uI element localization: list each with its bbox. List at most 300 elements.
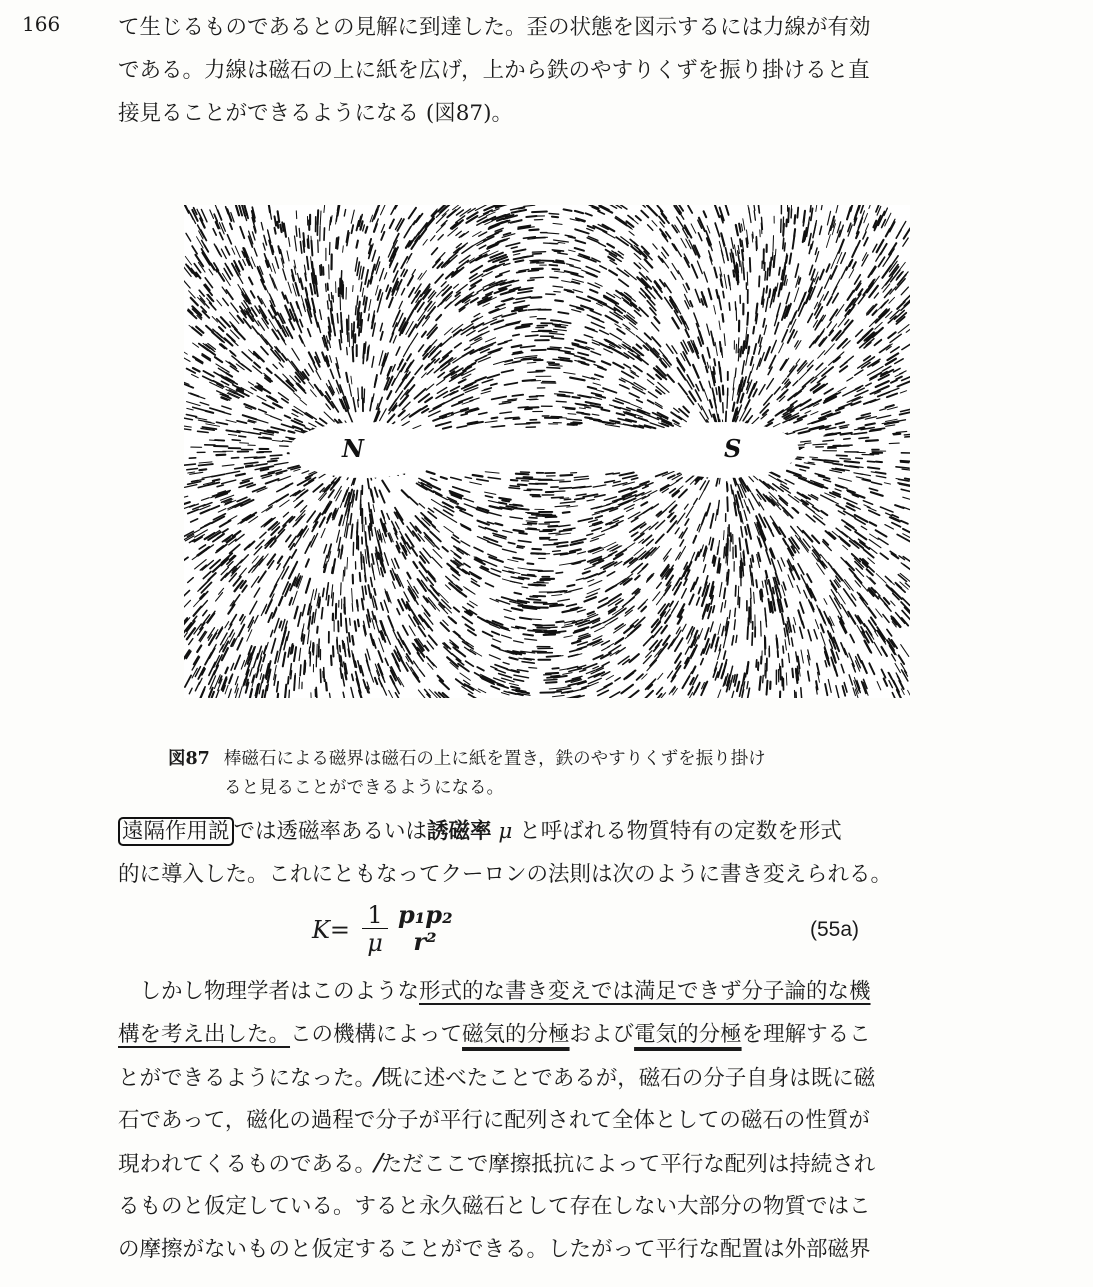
iron-filing: [401, 257, 407, 268]
iron-filing: [574, 476, 588, 477]
iron-filing: [185, 485, 197, 488]
text-line: 接見ることができるようになる (図87)。: [118, 101, 513, 126]
iron-filing: [300, 400, 307, 405]
caption-text: 棒磁石による磁界は磁石の上に紙を置き，鉄のやすりくずを振り掛け: [223, 749, 766, 769]
iron-filing: [218, 210, 222, 220]
iron-filing: [359, 266, 361, 279]
iron-filing: [563, 673, 572, 675]
iron-filing: [372, 394, 374, 402]
iron-filing: [724, 334, 725, 346]
iron-filing: [402, 289, 405, 295]
iron-filing: [668, 375, 674, 382]
iron-filing: [517, 478, 532, 479]
iron-filing: [841, 253, 846, 264]
iron-filing: [380, 323, 382, 331]
iron-filing: [544, 634, 555, 635]
iron-filing: [587, 273, 597, 277]
iron-filing: [573, 290, 582, 293]
iron-filing: [895, 505, 904, 508]
iron-filing: [324, 228, 325, 240]
iron-filing: [869, 548, 877, 554]
iron-filing: [184, 600, 191, 608]
iron-filing: [514, 679, 524, 681]
iron-filing: [724, 274, 726, 288]
iron-filing: [436, 315, 441, 320]
iron-filing: [595, 375, 603, 378]
iron-filing: [461, 232, 468, 237]
iron-filing: [824, 389, 833, 394]
iron-filing: [610, 333, 622, 340]
iron-filing: [382, 481, 389, 492]
iron-filing: [556, 621, 563, 622]
iron-filing: [489, 506, 499, 508]
iron-filing: [288, 677, 289, 684]
text-span: ただここで摩擦抵抗によって平行な配列は持続され: [380, 1152, 876, 1177]
iron-filing: [600, 266, 607, 269]
iron-filing: [508, 543, 514, 544]
iron-filing: [496, 304, 505, 307]
iron-filing: [709, 537, 711, 545]
iron-filing: [412, 547, 418, 555]
iron-filing: [751, 559, 752, 568]
iron-filing: [781, 360, 787, 370]
iron-filing: [254, 248, 257, 256]
iron-filing: [605, 481, 615, 483]
iron-filing: [261, 518, 272, 527]
iron-filing: [491, 666, 497, 669]
iron-filing: [675, 528, 679, 534]
iron-filing: [560, 502, 575, 504]
iron-filing: [300, 320, 303, 327]
iron-filing: [895, 420, 906, 422]
iron-filing: [559, 350, 570, 352]
iron-filing: [810, 205, 811, 212]
iron-filing: [670, 601, 673, 606]
iron-filing: [783, 224, 784, 236]
iron-filing: [904, 229, 910, 239]
iron-filing: [240, 227, 244, 238]
iron-filing: [360, 573, 361, 581]
iron-filing: [342, 547, 343, 554]
iron-filing: [392, 559, 396, 569]
iron-filing: [532, 212, 547, 213]
iron-filing: [767, 379, 774, 389]
iron-filing: [256, 464, 267, 466]
iron-filing: [517, 547, 523, 548]
iron-filing: [579, 395, 591, 397]
iron-filing: [215, 357, 222, 362]
iron-filing: [356, 491, 357, 500]
iron-filing: [384, 273, 386, 279]
iron-filing: [236, 474, 245, 476]
iron-filing: [883, 254, 891, 266]
iron-filing: [813, 459, 825, 460]
iron-filing: [223, 412, 230, 414]
iron-filing: [880, 507, 893, 512]
iron-filing: [321, 265, 322, 275]
iron-filing: [491, 384, 497, 386]
iron-filing: [577, 647, 586, 650]
iron-filing: [580, 670, 586, 672]
iron-filing: [306, 579, 310, 593]
iron-filing: [210, 210, 214, 219]
iron-filing: [289, 319, 294, 329]
iron-filing: [838, 478, 851, 481]
iron-filing: [671, 412, 681, 419]
iron-filing: [776, 410, 784, 415]
iron-filing: [740, 498, 743, 508]
iron-filing: [400, 375, 407, 386]
iron-filing: [516, 474, 529, 475]
iron-filing: [256, 684, 259, 697]
iron-filing: [832, 286, 837, 295]
iron-filing: [347, 320, 348, 335]
iron-filing: [526, 335, 538, 336]
iron-filing: [552, 497, 564, 498]
iron-filing: [229, 676, 232, 683]
iron-filing: [714, 305, 716, 314]
iron-filing: [357, 601, 358, 611]
iron-filing: [558, 242, 565, 243]
iron-filing: [283, 374, 289, 381]
iron-filing: [788, 322, 790, 328]
iron-filing: [356, 241, 358, 248]
iron-filing: [896, 431, 907, 432]
iron-filing: [792, 508, 798, 514]
iron-filing: [522, 324, 532, 325]
iron-filing: [254, 615, 258, 623]
iron-filing: [329, 294, 330, 300]
iron-filing: [455, 648, 465, 656]
iron-filing: [577, 552, 585, 554]
iron-filing: [278, 211, 280, 222]
iron-filing: [738, 405, 742, 415]
iron-filing: [239, 436, 246, 437]
iron-filing: [365, 270, 368, 284]
iron-filing: [891, 347, 899, 353]
iron-filing: [855, 515, 868, 522]
iron-filing: [513, 335, 519, 336]
iron-filing: [688, 206, 692, 213]
iron-filing: [554, 251, 560, 252]
mu-symbol: μ: [498, 819, 513, 844]
iron-filing: [572, 282, 580, 284]
iron-filing: [528, 270, 538, 271]
iron-filing: [248, 382, 253, 385]
iron-filing: [256, 669, 258, 677]
iron-filing: [783, 582, 786, 590]
iron-filing: [732, 691, 734, 698]
iron-filing: [756, 242, 757, 251]
iron-filing: [727, 497, 728, 511]
iron-filing: [386, 285, 388, 291]
iron-filing: [337, 530, 340, 542]
iron-filing: [273, 364, 277, 368]
iron-filing: [590, 290, 598, 293]
iron-filing: [602, 409, 610, 411]
iron-filing: [249, 689, 252, 698]
iron-filing: [868, 608, 875, 618]
iron-filing: [864, 400, 876, 404]
iron-filing: [576, 494, 586, 495]
iron-filing: [514, 301, 525, 303]
iron-filing: [701, 659, 704, 665]
iron-filing: [309, 423, 316, 427]
iron-filing: [899, 655, 905, 664]
iron-filing: [187, 469, 198, 470]
iron-filing: [572, 641, 581, 643]
iron-filing: [368, 314, 369, 321]
iron-filing: [609, 594, 621, 602]
iron-filing: [522, 662, 534, 664]
iron-filing: [252, 232, 255, 240]
iron-filing: [477, 667, 484, 671]
iron-filing: [575, 360, 582, 362]
iron-filing: [731, 485, 733, 494]
iron-filing: [559, 392, 573, 394]
iron-filing: [773, 424, 780, 427]
iron-filing: [843, 545, 848, 549]
iron-filing: [613, 363, 624, 369]
iron-filing: [526, 521, 537, 522]
iron-filing: [825, 684, 827, 695]
iron-filing: [502, 370, 514, 373]
iron-filing: [848, 291, 854, 300]
iron-filing: [362, 586, 364, 599]
iron-filing: [381, 332, 383, 340]
iron-filing: [845, 466, 859, 468]
iron-filing: [754, 592, 755, 603]
iron-filing: [390, 620, 394, 630]
iron-filing: [468, 630, 476, 635]
iron-filing: [514, 254, 520, 255]
iron-filing: [384, 600, 388, 612]
iron-filing: [436, 224, 445, 233]
iron-filing: [762, 297, 763, 304]
iron-filing: [656, 521, 665, 530]
iron-filing: [889, 243, 896, 254]
iron-filing: [864, 213, 868, 222]
iron-filing: [518, 546, 525, 547]
iron-filing: [855, 370, 863, 375]
iron-filing: [184, 429, 191, 430]
iron-filing: [293, 591, 298, 605]
iron-filing: [292, 348, 299, 360]
iron-filing: [226, 420, 236, 422]
iron-filing: [609, 584, 619, 590]
iron-filing: [263, 655, 265, 662]
iron-filing: [720, 583, 722, 597]
iron-filing: [364, 389, 365, 403]
iron-filing: [769, 290, 770, 297]
iron-filing: [685, 225, 692, 237]
iron-filing: [877, 382, 887, 387]
iron-filing: [674, 244, 681, 256]
iron-filing: [483, 303, 490, 306]
iron-filing: [352, 636, 353, 645]
iron-filing: [849, 675, 852, 685]
iron-filing: [284, 224, 286, 237]
iron-filing: [905, 436, 910, 437]
iron-filing: [747, 313, 748, 325]
iron-filing: [452, 402, 462, 406]
iron-filing: [799, 303, 805, 317]
iron-filing: [457, 426, 467, 428]
iron-filing: [412, 270, 415, 275]
iron-filing: [866, 440, 878, 441]
iron-filing: [363, 225, 365, 231]
iron-filing: [648, 392, 657, 398]
iron-filing: [764, 325, 766, 334]
iron-filing: [330, 693, 331, 698]
iron-filing: [801, 575, 806, 586]
text-span: とができるようになった。: [118, 1066, 377, 1091]
iron-filing: [731, 249, 733, 257]
iron-filing: [850, 635, 854, 643]
iron-filing: [654, 317, 659, 323]
iron-filing: [401, 414, 409, 420]
iron-filing: [254, 363, 260, 368]
iron-filing: [638, 566, 646, 574]
iron-filing: [246, 212, 248, 218]
iron-filing: [567, 604, 577, 606]
iron-filing: [564, 209, 572, 211]
iron-filing: [724, 205, 728, 214]
iron-filing: [485, 472, 499, 473]
iron-filing: [709, 289, 712, 300]
iron-filing: [271, 630, 273, 636]
iron-filing: [470, 482, 482, 485]
highlighted-term: 電気的分極: [634, 1022, 742, 1047]
iron-filing: [184, 502, 190, 506]
iron-filing: [869, 205, 871, 209]
iron-filing: [441, 337, 452, 347]
iron-filing: [518, 541, 531, 543]
iron-filing: [189, 639, 193, 645]
iron-filing: [644, 507, 653, 513]
iron-filing: [544, 243, 558, 244]
iron-filing: [396, 347, 400, 355]
iron-filing: [749, 499, 754, 510]
iron-filing: [704, 389, 708, 400]
iron-filing: [808, 671, 810, 681]
iron-filing: [543, 627, 557, 628]
iron-filing: [875, 340, 882, 345]
iron-filing: [295, 503, 301, 508]
iron-filing: [877, 682, 881, 690]
iron-filing: [587, 500, 594, 501]
iron-filing: [544, 631, 556, 632]
iron-filing: [485, 338, 495, 342]
iron-filing: [232, 248, 235, 254]
iron-filing: [415, 365, 423, 374]
iron-filing: [821, 511, 827, 515]
iron-filing: [433, 549, 442, 558]
iron-filing: [811, 269, 815, 280]
iron-filing: [602, 361, 610, 365]
iron-filing: [511, 480, 518, 481]
iron-filing: [699, 550, 701, 557]
iron-filing: [820, 270, 824, 280]
iron-filing: [735, 368, 736, 377]
iron-filing: [754, 211, 755, 220]
iron-filing: [827, 264, 830, 272]
iron-filing: [280, 500, 290, 507]
iron-filing: [244, 404, 255, 409]
iron-filing: [358, 313, 359, 328]
iron-filing: [546, 294, 555, 295]
iron-filing: [719, 564, 720, 573]
text-line: [118, 1142, 976, 1185]
iron-filing: [500, 271, 510, 274]
iron-filing: [745, 400, 749, 409]
iron-filing: [876, 609, 882, 617]
iron-filing: [647, 380, 653, 385]
iron-filing: [589, 581, 602, 587]
iron-filing: [680, 540, 684, 546]
iron-filing: [399, 411, 405, 417]
iron-filing: [587, 534, 593, 536]
iron-filing: [216, 690, 219, 698]
iron-filing: [320, 419, 327, 424]
iron-filing: [592, 317, 603, 322]
iron-filing: [471, 298, 478, 303]
boxed-term: 遠隔作用説: [118, 817, 234, 846]
iron-filing: [434, 508, 445, 515]
iron-filing: [672, 318, 678, 329]
iron-filing: [700, 382, 704, 391]
iron-filing: [202, 253, 210, 265]
iron-filing: [485, 492, 496, 494]
iron-filing: [513, 505, 522, 506]
iron-filing: [460, 673, 471, 680]
iron-filing: [796, 359, 800, 364]
iron-filing: [699, 490, 704, 500]
iron-filing: [732, 636, 734, 645]
iron-filing: [232, 440, 240, 441]
iron-filing: [552, 269, 559, 270]
iron-filing: [259, 409, 267, 412]
iron-filing: [278, 246, 280, 253]
iron-filing: [843, 686, 846, 696]
iron-filing: [671, 272, 676, 280]
iron-filing: [735, 302, 736, 310]
iron-filing: [606, 675, 614, 679]
iron-filing: [301, 506, 307, 512]
iron-filing: [227, 235, 231, 244]
iron-filing: [706, 503, 710, 515]
iron-filing: [557, 546, 568, 547]
iron-filing: [889, 681, 893, 688]
iron-filing: [236, 534, 245, 541]
iron-filing: [782, 659, 783, 666]
iron-filing: [203, 610, 207, 615]
iron-filing: [716, 290, 718, 298]
iron-filing: [880, 409, 886, 411]
iron-filing: [808, 462, 814, 463]
iron-filing: [833, 464, 842, 465]
iron-filing: [282, 292, 285, 299]
iron-filing: [637, 400, 643, 403]
iron-filing: [380, 409, 387, 421]
iron-filing: [709, 410, 712, 417]
fraction-p1p2-over-r2: [398, 902, 452, 956]
iron-filing: [778, 283, 781, 296]
iron-filing: [260, 674, 261, 680]
iron-filing: [270, 274, 275, 288]
iron-filing: [617, 413, 625, 415]
iron-filing: [513, 419, 519, 420]
